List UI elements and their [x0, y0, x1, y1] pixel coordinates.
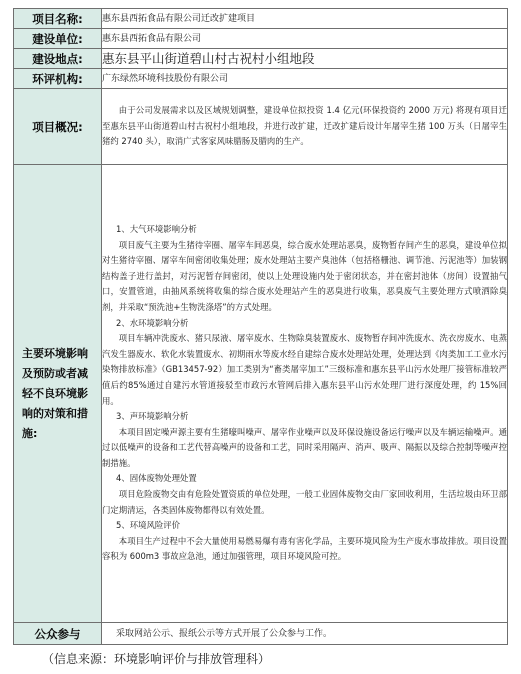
solid-waste-section-title: 4、固体废物处理处置	[116, 473, 197, 484]
measures-label: 主要环境影响及预防或者减轻不良环境影响的对策和措施:	[14, 165, 102, 623]
risk-section-text: 本项目生产过程中不会大量使用易燃易爆有毒有害化学品，主要环境风险为生产废水事故排放。项目设置容积为 600m3 事故应急池，通过加强管理，项目环境风险可控。	[102, 535, 507, 562]
project-name-label: 项目名称:	[14, 9, 102, 29]
location-label: 建设地点:	[14, 49, 102, 69]
source-note: （信息来源：环境影响评价与排放管理科）	[42, 652, 271, 666]
row-builder	[14, 29, 508, 49]
overview-paragraph: 由于公司发展需求以及区域规划调整，建设单位拟投资 1.4 亿元(环保投资约 2000 万元) 将现有项目迁至惠东县平山街道碧山村古祝村小组地段，并进行改扩建，迁改扩建后设计年屠宰生猪 100 万头（日屠宰生猪约 2740 头），取消广式客家风味腊肠及腊肉的生产。	[102, 105, 507, 147]
water-section-text: 项目车辆冲洗废水、猪只尿液、屠宰废水、生物除臭装置废水、废物暂存间冲洗废水、洗衣房废水、电蒸汽发生器废水、软化水装置废水、初期雨水等废水经自建综合废水处理站处理，处理达到《肉类加工工业水污染物排放标准》（GB13457-92）加工类别为“畜类屠宰加工”三级标准和惠东县平山污水处理厂接管标准较严值后约85%通过自建污水管道接驳至市政污水管网后排入惠东县平山污水处理厂进行深度处理，约 15%回用。	[102, 333, 507, 406]
row-project-name	[14, 9, 508, 29]
row-measures	[14, 165, 508, 623]
participation-value: 采取网站公示、报纸公示等方式开展了公众参与工作。	[102, 623, 508, 645]
overview-text	[102, 89, 508, 165]
eia-agency-label: 环评机构:	[14, 69, 102, 89]
measures-content	[102, 165, 508, 623]
builder-value: 惠东县西拓食品有限公司	[102, 29, 508, 49]
row-location	[14, 49, 508, 69]
project-name-value: 惠东县西拓食品有限公司迁改扩建项目	[102, 9, 508, 29]
location-value: 惠东县平山街道碧山村古祝村小组地段	[102, 49, 508, 69]
solid-waste-section-text: 项目危险废物交由有危险处置资质的单位处理，一般工业固体废物交由厂家回收利用，生活垃圾由环卫部门定期清运，各类固体废物都得以有效处置。	[102, 489, 507, 515]
overview-label: 项目概况:	[14, 89, 102, 165]
risk-section-title: 5、环境风险评价	[116, 520, 180, 531]
noise-section-title: 3、声环境影响分析	[116, 411, 189, 422]
eia-agency-value: 广东绿然环境科技股份有限公司	[102, 69, 508, 89]
row-public-participation	[14, 623, 508, 645]
air-section-title: 1、大气环境影响分析	[116, 223, 197, 234]
participation-label: 公众参与	[14, 623, 102, 645]
water-section-title: 2、水环境影响分析	[116, 317, 189, 328]
row-overview	[14, 89, 508, 165]
project-info-table	[13, 8, 508, 645]
builder-label: 建设单位:	[14, 29, 102, 49]
air-section-text: 项目废气主要为生猪待宰圈、屠宰车间恶臭，综合废水处理站恶臭，废物暂存间产生的恶臭，建设单位拟对生猪待宰圈、屠宰车间密闭收集处理；废水处理站主要产臭池体（包括格栅池、调节池、污泥池等）加装钢结构盖子进行盖封，对污泥暂存间密闭，使以上处理设施内处于密闭状态，并在密封池体（房间）设置抽气口，安置管道，由抽风系统将收集的综合废水处理站产生的恶臭进行收集，恶臭废气主要处理方式喷洒除臭剂，并采取“预洗池+生物洗涤塔”的方式处理。	[102, 239, 507, 312]
row-eia-agency	[14, 69, 508, 89]
noise-section-text: 本项目固定噪声源主要有生猪嚎叫噪声、屠宰作业噪声以及环保设施设备运行噪声以及车辆运输噪声。通过以低噪声的设备和工艺代替高噪声的设备和工艺，同时采用隔声、消声、吸声、隔振以及综合控制等噪声控制措施。	[102, 426, 507, 468]
